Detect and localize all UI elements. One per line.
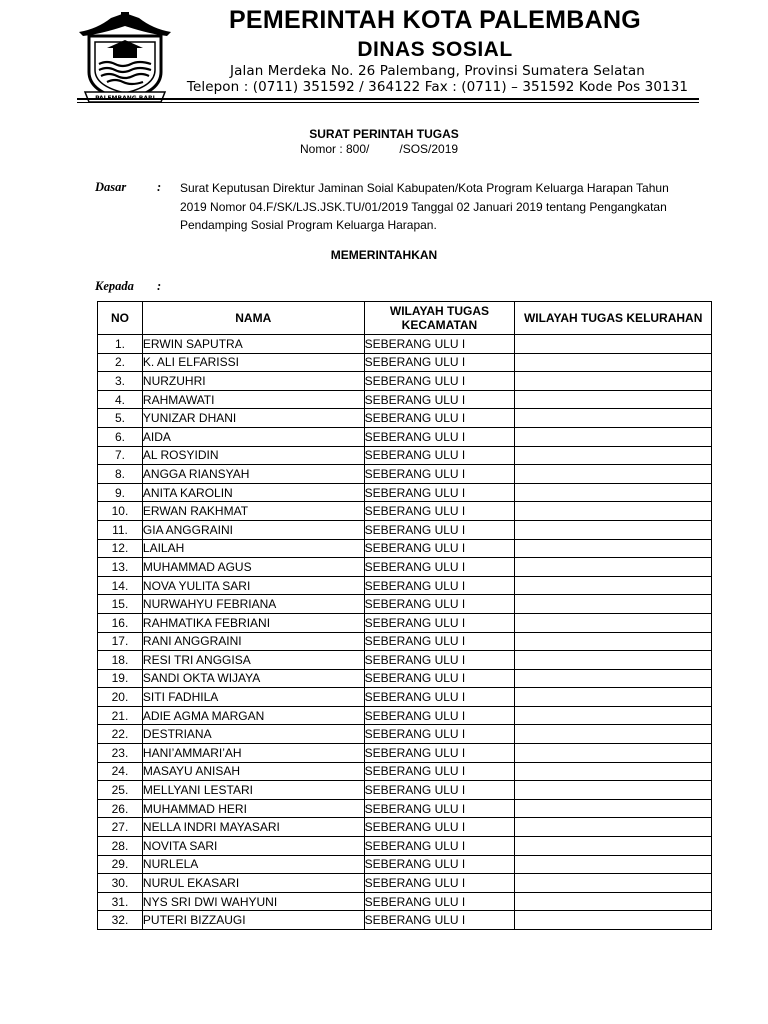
row-kecamatan: SEBERANG ULU I: [364, 372, 515, 391]
row-kelurahan: [515, 837, 712, 856]
row-kecamatan: SEBERANG ULU I: [364, 520, 515, 539]
row-nama: NOVITA SARI: [142, 837, 364, 856]
row-no: 19.: [98, 669, 143, 688]
letterhead-government: PEMERINTAH KOTA PALEMBANG: [228, 6, 642, 34]
row-no: 1.: [98, 335, 143, 354]
row-kecamatan: SEBERANG ULU I: [364, 706, 515, 725]
row-no: 22.: [98, 725, 143, 744]
table-row: [98, 651, 712, 670]
row-no: 7.: [98, 446, 143, 465]
letterhead-address: Jalan Merdeka No. 26 Palembang, Provinsi Sumatera Selatan: [230, 63, 645, 79]
row-kelurahan: [515, 688, 712, 707]
table-row: [98, 539, 712, 558]
header-nama: NAMA: [142, 302, 364, 335]
row-no: 24.: [98, 762, 143, 781]
row-no: 30.: [98, 874, 143, 893]
row-no: 6.: [98, 427, 143, 446]
table-row: [98, 818, 712, 837]
table-row: [98, 576, 712, 595]
table-row: [98, 465, 712, 484]
assignment-table: [97, 301, 712, 930]
row-kecamatan: SEBERANG ULU I: [364, 855, 515, 874]
row-nama: HANI’AMMARI’AH: [142, 744, 364, 763]
letterhead-rule-thin: [77, 102, 699, 103]
row-kelurahan: [515, 725, 712, 744]
row-nama: MUHAMMAD HERI: [142, 799, 364, 818]
row-kecamatan: SEBERANG ULU I: [364, 837, 515, 856]
row-nama: RESI TRI ANGGISA: [142, 651, 364, 670]
table-row: [98, 855, 712, 874]
row-nama: RANI ANGGRAINI: [142, 632, 364, 651]
row-kelurahan: [515, 483, 712, 502]
emblem-caption: PALEMBANG BARI: [95, 95, 155, 102]
table-row: [98, 837, 712, 856]
table-row: [98, 335, 712, 354]
row-kecamatan: SEBERANG ULU I: [364, 353, 515, 372]
table-row: [98, 762, 712, 781]
row-no: 31.: [98, 892, 143, 911]
row-nama: NURWAHYU FEBRIANA: [142, 595, 364, 614]
row-kelurahan: [515, 613, 712, 632]
table-header-row: [98, 302, 712, 335]
row-kecamatan: SEBERANG ULU I: [364, 502, 515, 521]
row-kecamatan: SEBERANG ULU I: [364, 892, 515, 911]
letterhead-rule-thick: [77, 98, 699, 100]
row-no: 12.: [98, 539, 143, 558]
row-kelurahan: [515, 911, 712, 930]
row-nama: K. ALI ELFARISSI: [142, 353, 364, 372]
row-no: 18.: [98, 651, 143, 670]
row-kecamatan: SEBERANG ULU I: [364, 632, 515, 651]
row-kelurahan: [515, 558, 712, 577]
row-kelurahan: [515, 446, 712, 465]
header-kecamatan: WILAYAH TUGAS KECAMATAN: [364, 302, 515, 335]
row-no: 2.: [98, 353, 143, 372]
row-kecamatan: SEBERANG ULU I: [364, 539, 515, 558]
row-kecamatan: SEBERANG ULU I: [364, 781, 515, 800]
row-kecamatan: SEBERANG ULU I: [364, 427, 515, 446]
row-kecamatan: SEBERANG ULU I: [364, 688, 515, 707]
row-kecamatan: SEBERANG ULU I: [364, 744, 515, 763]
kepada-colon: :: [157, 279, 162, 293]
dasar-text: Surat Keputusan Direktur Jaminan Soial Kabupaten/Kota Program Keluarga Harapan Tahun 2019 Nomor 04.F/SK/LJS.JSK.TU/01/2019 Tanggal 02 Januari 2019 tentang Pengangkatan Pendamping Sosial Program Keluarga Harapan.: [180, 181, 669, 232]
row-nama: YUNIZAR DHANI: [142, 409, 364, 428]
row-kelurahan: [515, 892, 712, 911]
row-nama: RAHMAWATI: [142, 390, 364, 409]
row-nama: NOVA YULITA SARI: [142, 576, 364, 595]
table-row: [98, 558, 712, 577]
row-kelurahan: [515, 632, 712, 651]
row-no: 13.: [98, 558, 143, 577]
row-kelurahan: [515, 427, 712, 446]
row-kecamatan: SEBERANG ULU I: [364, 799, 515, 818]
row-no: 25.: [98, 781, 143, 800]
row-kelurahan: [515, 669, 712, 688]
table-row: [98, 725, 712, 744]
row-kecamatan: SEBERANG ULU I: [364, 558, 515, 577]
row-no: 3.: [98, 372, 143, 391]
row-nama: ADIE AGMA MARGAN: [142, 706, 364, 725]
header-kelurahan: WILAYAH TUGAS KELURAHAN: [515, 302, 712, 335]
row-no: 4.: [98, 390, 143, 409]
row-no: 16.: [98, 613, 143, 632]
row-nama: ANGGA RIANSYAH: [142, 465, 364, 484]
row-kelurahan: [515, 595, 712, 614]
row-no: 14.: [98, 576, 143, 595]
row-kelurahan: [515, 818, 712, 837]
row-kelurahan: [515, 502, 712, 521]
row-nama: ERWIN SAPUTRA: [142, 335, 364, 354]
letterhead-department: DINAS SOSIAL: [357, 38, 513, 61]
row-kelurahan: [515, 744, 712, 763]
row-kelurahan: [515, 576, 712, 595]
row-nama: AIDA: [142, 427, 364, 446]
row-kelurahan: [515, 335, 712, 354]
row-nama: NELLA INDRI MAYASARI: [142, 818, 364, 837]
table-row: [98, 799, 712, 818]
header-no: NO: [98, 302, 143, 335]
row-nama: LAILAH: [142, 539, 364, 558]
row-kecamatan: SEBERANG ULU I: [364, 409, 515, 428]
row-kelurahan: [515, 874, 712, 893]
table-row: [98, 520, 712, 539]
row-no: 32.: [98, 911, 143, 930]
row-kelurahan: [515, 353, 712, 372]
row-kelurahan: [515, 799, 712, 818]
row-nama: MASAYU ANISAH: [142, 762, 364, 781]
table-row: [98, 427, 712, 446]
kepada-label: Kepada: [95, 279, 134, 293]
row-nama: MELLYANI LESTARI: [142, 781, 364, 800]
row-no: 11.: [98, 520, 143, 539]
row-nama: PUTERI BIZZAUGI: [142, 911, 364, 930]
row-nama: SITI FADHILA: [142, 688, 364, 707]
letter-title: SURAT PERINTAH TUGAS: [309, 127, 459, 141]
row-no: 23.: [98, 744, 143, 763]
row-nama: DESTRIANA: [142, 725, 364, 744]
row-nama: MUHAMMAD AGUS: [142, 558, 364, 577]
row-kelurahan: [515, 372, 712, 391]
row-kecamatan: SEBERANG ULU I: [364, 669, 515, 688]
row-kecamatan: SEBERANG ULU I: [364, 576, 515, 595]
table-row: [98, 669, 712, 688]
order-heading: MEMERINTAHKAN: [330, 248, 438, 262]
row-no: 29.: [98, 855, 143, 874]
row-no: 9.: [98, 483, 143, 502]
row-kelurahan: [515, 706, 712, 725]
row-kelurahan: [515, 855, 712, 874]
row-kecamatan: SEBERANG ULU I: [364, 483, 515, 502]
table-row: [98, 483, 712, 502]
row-kecamatan: SEBERANG ULU I: [364, 390, 515, 409]
row-kecamatan: SEBERANG ULU I: [364, 651, 515, 670]
letter-number-prefix: Nomor : 800/: [300, 142, 370, 156]
row-no: 15.: [98, 595, 143, 614]
table-row: [98, 390, 712, 409]
row-kecamatan: SEBERANG ULU I: [364, 818, 515, 837]
row-no: 5.: [98, 409, 143, 428]
table-row: [98, 409, 712, 428]
row-no: 17.: [98, 632, 143, 651]
row-nama: ANITA KAROLIN: [142, 483, 364, 502]
table-row: [98, 632, 712, 651]
letter-number: [300, 142, 458, 156]
row-nama: SANDI OKTA WIJAYA: [142, 669, 364, 688]
row-nama: NURZUHRI: [142, 372, 364, 391]
row-kecamatan: SEBERANG ULU I: [364, 335, 515, 354]
table-row: [98, 502, 712, 521]
table-row: [98, 446, 712, 465]
row-kecamatan: SEBERANG ULU I: [364, 874, 515, 893]
table-row: [98, 706, 712, 725]
dasar-label: Dasar: [95, 180, 127, 194]
row-kelurahan: [515, 465, 712, 484]
table-row: [98, 744, 712, 763]
row-kecamatan: SEBERANG ULU I: [364, 762, 515, 781]
row-kecamatan: SEBERANG ULU I: [364, 613, 515, 632]
row-kecamatan: SEBERANG ULU I: [364, 595, 515, 614]
table-row: [98, 781, 712, 800]
row-kelurahan: [515, 390, 712, 409]
table-row: [98, 595, 712, 614]
row-nama: NYS SRI DWI WAHYUNI: [142, 892, 364, 911]
row-nama: AL ROSYIDIN: [142, 446, 364, 465]
row-nama: NURUL EKASARI: [142, 874, 364, 893]
row-no: 20.: [98, 688, 143, 707]
row-kecamatan: SEBERANG ULU I: [364, 446, 515, 465]
row-kecamatan: SEBERANG ULU I: [364, 465, 515, 484]
row-nama: ERWAN RAKHMAT: [142, 502, 364, 521]
table-row: [98, 874, 712, 893]
row-kelurahan: [515, 762, 712, 781]
row-no: 26.: [98, 799, 143, 818]
letter-number-suffix: /SOS/2019: [399, 142, 459, 156]
row-kelurahan: [515, 539, 712, 558]
row-no: 21.: [98, 706, 143, 725]
row-kelurahan: [515, 651, 712, 670]
letterhead-contact: Telepon : (0711) 351592 / 364122 Fax : (0711) – 351592 Kode Pos 30131: [186, 79, 689, 95]
row-kelurahan: [515, 409, 712, 428]
row-no: 27.: [98, 818, 143, 837]
row-no: 10.: [98, 502, 143, 521]
table-row: [98, 688, 712, 707]
row-nama: GIA ANGGRAINI: [142, 520, 364, 539]
dasar-colon: :: [157, 180, 162, 194]
row-no: 28.: [98, 837, 143, 856]
palembang-city-emblem: [77, 12, 173, 104]
table-row: [98, 892, 712, 911]
table-row: [98, 353, 712, 372]
row-kecamatan: SEBERANG ULU I: [364, 911, 515, 930]
row-nama: NURLELA: [142, 855, 364, 874]
table-row: [98, 372, 712, 391]
row-kelurahan: [515, 781, 712, 800]
row-kelurahan: [515, 520, 712, 539]
table-row: [98, 613, 712, 632]
row-no: 8.: [98, 465, 143, 484]
table-row: [98, 911, 712, 930]
row-nama: RAHMATIKA FEBRIANI: [142, 613, 364, 632]
row-kecamatan: SEBERANG ULU I: [364, 725, 515, 744]
table-body: [98, 335, 712, 930]
